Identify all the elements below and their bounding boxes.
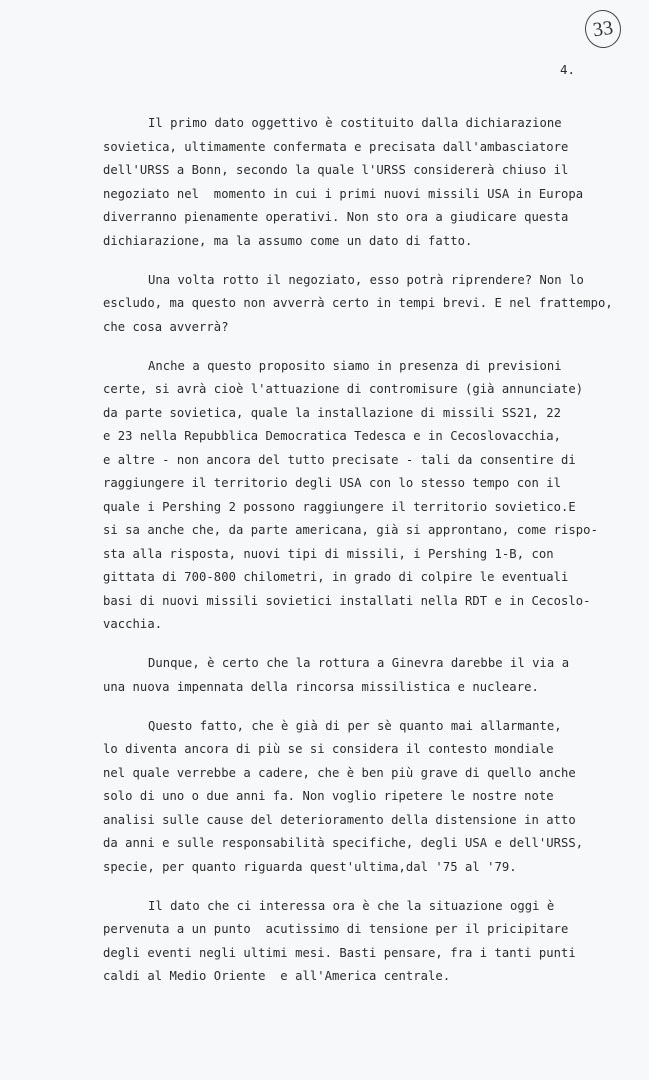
- text-line: una nuova impennata della rincorsa missilistica e nucleare.: [103, 679, 539, 694]
- text-line: e 23 nella Repubblica Democratica Tedesca e in Cecoslovacchia,: [103, 429, 562, 443]
- paragraph-6: [103, 895, 623, 989]
- text-line: e altre - non ancora del tutto precisate - tali da consentire di: [103, 452, 576, 467]
- text-line: gittata di 700-800 chilometri, in grado di colpire le eventuali: [103, 570, 569, 584]
- text-line: da anni e sulle responsabilità specifiche, degli USA e dell'URSS,: [103, 836, 584, 850]
- text-line: si sa anche che, da parte americana, già si approntano, come rispo-: [103, 523, 598, 537]
- text-line: nel quale verrebbe a cadere, che è ben più grave di quello anche: [103, 765, 576, 780]
- page-number: 4.: [560, 62, 576, 77]
- text-line: Dunque, è certo che la rottura a Ginevra darebbe il via a: [148, 656, 570, 670]
- text-line: dichiarazione, ma la assumo come un dato di fatto.: [103, 233, 473, 248]
- text-line: quale i Pershing 2 possono raggiungere il territorio sovietico.E: [103, 499, 576, 514]
- text-line: diverranno pienamente operativi. Non sto ora a giudicare questa: [103, 210, 569, 224]
- document-body: [103, 112, 623, 1004]
- text-line: specie, per quanto riguarda quest'ultima,dal '75 al '79.: [103, 859, 517, 874]
- text-line: raggiungere il territorio degli USA con lo stesso tempo con il: [103, 476, 562, 490]
- text-line: pervenuta a un punto acutissimo di tensione per il pricipitare: [103, 922, 569, 936]
- text-line: da parte sovietica, quale la installazione di missili SS21, 22: [103, 405, 562, 420]
- paragraph-2: [103, 269, 623, 340]
- text-line: lo diventa ancora di più se si considera il contesto mondiale: [103, 742, 554, 756]
- text-line: Questo fatto, che è già di per sè quanto mai allarmante,: [148, 718, 562, 733]
- text-line: caldi al Medio Oriente e all'America centrale.: [103, 969, 451, 983]
- paragraph-5: [103, 715, 623, 880]
- text-line: degli eventi negli ultimi mesi. Basti pensare, fra i tanti punti: [103, 945, 576, 960]
- text-line: sovietica, ultimamente confermata e precisata dall'ambasciatore: [103, 139, 569, 154]
- text-line: Il dato che ci interessa ora è che la situazione oggi è: [148, 898, 555, 913]
- text-line: basi di nuovi missili sovietici installati nella RDT e in Cecoslo-: [103, 593, 591, 608]
- text-line: analisi sulle cause del deterioramento della distensione in atto: [103, 812, 576, 827]
- text-line: sta alla risposta, nuovi tipi di missili, i Pershing 1-B, con: [103, 546, 554, 561]
- text-line: certe, si avrà cioè l'attuazione di contromisure (già annunciate): [103, 382, 584, 396]
- text-line: dell'URSS a Bonn, secondo la quale l'URSS considererà chiuso il: [103, 163, 569, 177]
- text-line: Una volta rotto il negoziato, esso potrà riprendere? Non lo: [148, 272, 584, 287]
- paragraph-1: [103, 112, 623, 253]
- text-line: solo di uno o due anni fa. Non voglio ripetere le nostre note: [103, 789, 554, 803]
- page-stamp: 33: [583, 8, 624, 51]
- text-line: Anche a questo proposito siamo in presenza di previsioni: [148, 358, 562, 373]
- text-line: negoziato nel momento in cui i primi nuovi missili USA in Europa: [103, 186, 584, 201]
- text-line: vacchia.: [103, 617, 163, 631]
- paragraph-3: [103, 355, 623, 637]
- text-line: escludo, ma questo non avverrà certo in tempi brevi. E nel frattempo,: [103, 296, 613, 310]
- paragraph-4: [103, 652, 623, 699]
- text-line: Il primo dato oggettivo è costituito dalla dichiarazione: [148, 116, 562, 130]
- text-line: che cosa avverrà?: [103, 319, 229, 334]
